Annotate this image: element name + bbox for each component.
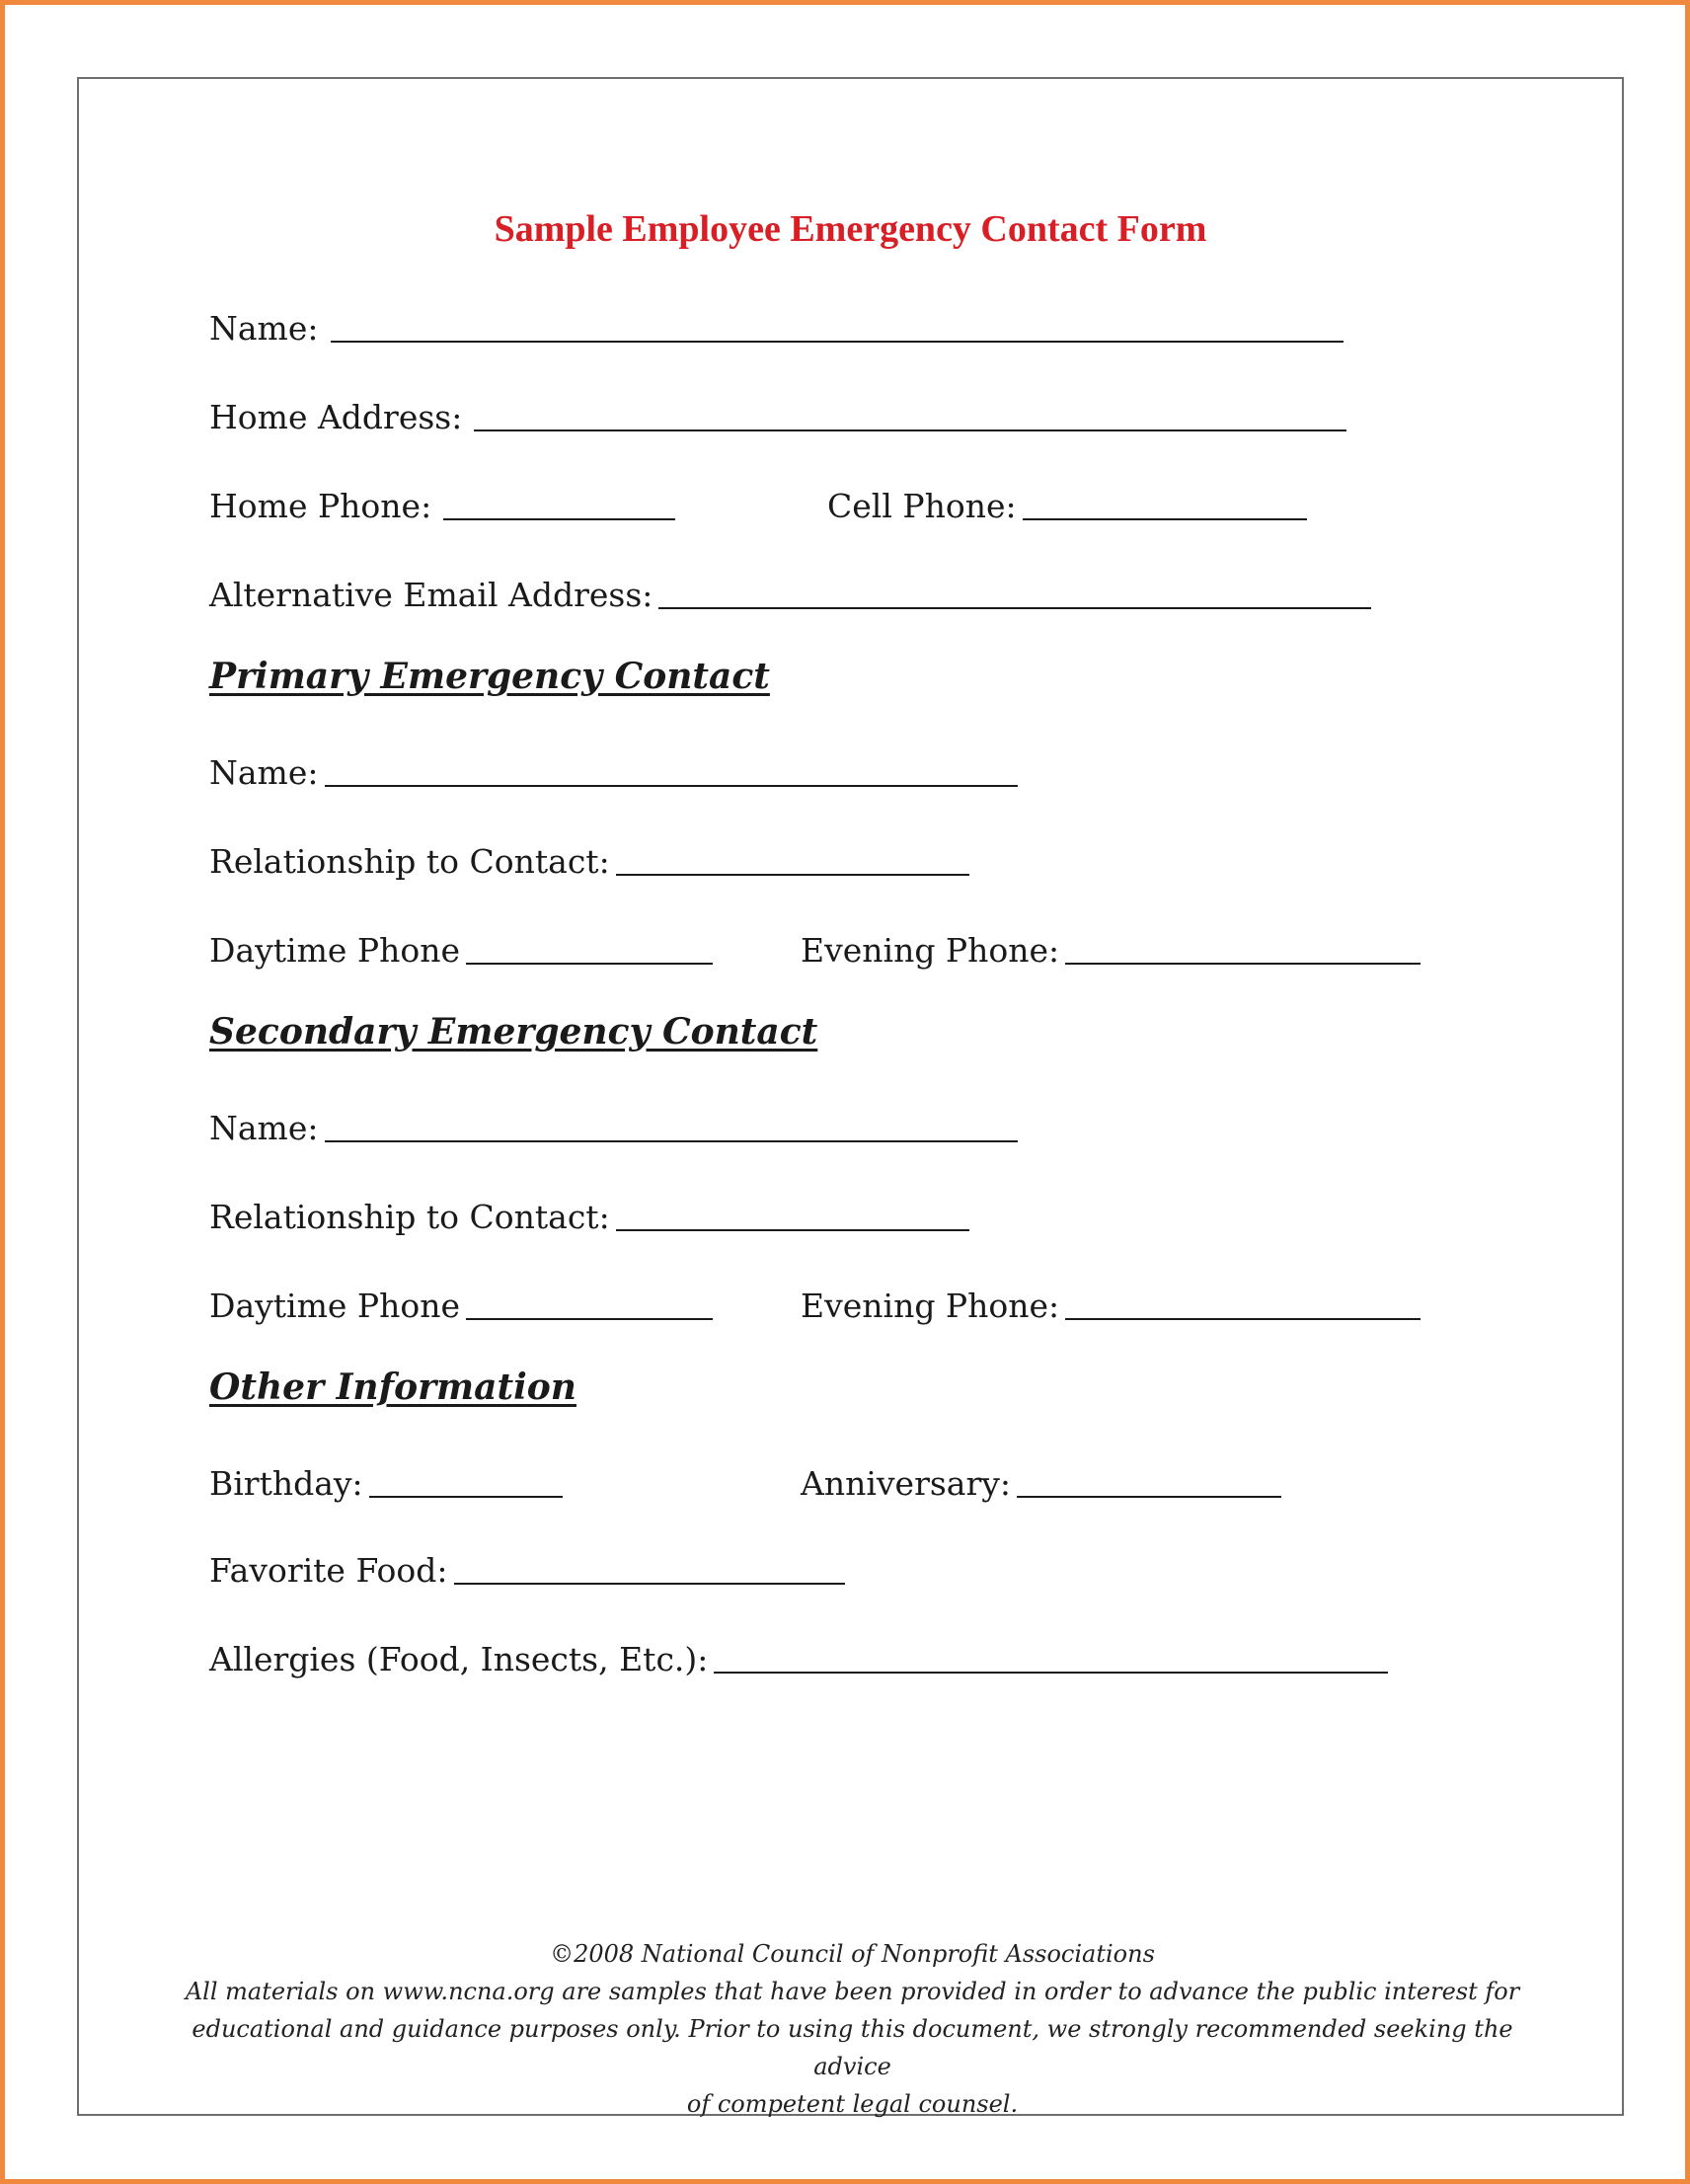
primary-daytime-label: Daytime Phone bbox=[209, 931, 461, 970]
primary-daytime-field[interactable] bbox=[466, 927, 713, 965]
name-label: Name: bbox=[209, 309, 319, 348]
secondary-evening-row bbox=[801, 1279, 1421, 1328]
secondary-daytime-label: Daytime Phone bbox=[209, 1287, 461, 1325]
secondary-contact-heading: Secondary Emergency Contact bbox=[209, 1011, 818, 1053]
secondary-daytime-row bbox=[209, 1279, 713, 1328]
anniversary-label: Anniversary: bbox=[801, 1464, 1011, 1503]
primary-name-label: Name: bbox=[209, 753, 319, 792]
secondary-name-row bbox=[209, 1101, 1018, 1150]
primary-relationship-label: Relationship to Contact: bbox=[209, 842, 610, 881]
home-address-label: Home Address: bbox=[209, 398, 463, 436]
secondary-daytime-field[interactable] bbox=[466, 1283, 713, 1320]
footer-disclaimer-line-1: All materials on www.ncna.org are samples that have been provided in order to advance the public interest for bbox=[185, 1978, 1520, 2005]
alt-email-field[interactable] bbox=[658, 572, 1371, 609]
secondary-evening-field[interactable] bbox=[1065, 1283, 1421, 1320]
form-title: Sample Employee Emergency Contact Form bbox=[494, 208, 1207, 250]
footer-disclaimer-line-2: educational and guidance purposes only. Prior to using this document, we strongly recommended seeking the advice bbox=[192, 2015, 1513, 2080]
home-phone-label: Home Phone: bbox=[209, 487, 432, 525]
home-address-field[interactable] bbox=[474, 394, 1346, 431]
alt-email-label: Alternative Email Address: bbox=[209, 576, 653, 614]
name-field[interactable] bbox=[331, 305, 1344, 343]
primary-relationship-row bbox=[209, 834, 969, 884]
primary-evening-field[interactable] bbox=[1065, 927, 1421, 965]
home-phone-row bbox=[209, 479, 675, 528]
primary-name-row bbox=[209, 745, 1018, 795]
allergies-field[interactable] bbox=[714, 1636, 1388, 1674]
secondary-relationship-field[interactable] bbox=[616, 1194, 969, 1231]
birthday-row bbox=[209, 1456, 563, 1506]
cell-phone-field[interactable] bbox=[1023, 483, 1307, 520]
cell-phone-row bbox=[827, 479, 1307, 528]
primary-relationship-field[interactable] bbox=[616, 838, 969, 876]
footer-disclaimer-line-3: of competent legal counsel. bbox=[686, 2090, 1019, 2118]
anniversary-row bbox=[801, 1456, 1281, 1506]
secondary-name-label: Name: bbox=[209, 1109, 319, 1147]
allergies-label: Allergies (Food, Insects, Etc.): bbox=[209, 1640, 709, 1678]
birthday-label: Birthday: bbox=[209, 1464, 363, 1503]
home-phone-field[interactable] bbox=[443, 483, 675, 520]
form-page bbox=[77, 77, 1624, 2116]
alt-email-row bbox=[209, 568, 1371, 617]
cell-phone-label: Cell Phone: bbox=[827, 487, 1017, 525]
primary-daytime-row bbox=[209, 923, 713, 973]
favorite-food-label: Favorite Food: bbox=[209, 1551, 448, 1590]
secondary-name-field[interactable] bbox=[325, 1105, 1018, 1142]
favorite-food-row bbox=[209, 1543, 845, 1593]
home-address-row bbox=[209, 390, 1346, 439]
footer bbox=[178, 1935, 1527, 2123]
primary-evening-row bbox=[801, 923, 1421, 973]
secondary-evening-label: Evening Phone: bbox=[801, 1287, 1060, 1325]
favorite-food-field[interactable] bbox=[454, 1547, 845, 1585]
primary-evening-label: Evening Phone: bbox=[801, 931, 1060, 970]
allergies-row bbox=[209, 1632, 1388, 1681]
birthday-field[interactable] bbox=[369, 1460, 563, 1498]
secondary-relationship-row bbox=[209, 1190, 969, 1239]
footer-copyright: ©2008 National Council of Nonprofit Associations bbox=[550, 1940, 1155, 1968]
secondary-relationship-label: Relationship to Contact: bbox=[209, 1198, 610, 1236]
primary-contact-heading: Primary Emergency Contact bbox=[209, 656, 770, 697]
primary-name-field[interactable] bbox=[325, 749, 1018, 787]
name-row bbox=[209, 301, 1344, 351]
anniversary-field[interactable] bbox=[1017, 1460, 1281, 1498]
other-information-heading: Other Information bbox=[209, 1366, 576, 1408]
